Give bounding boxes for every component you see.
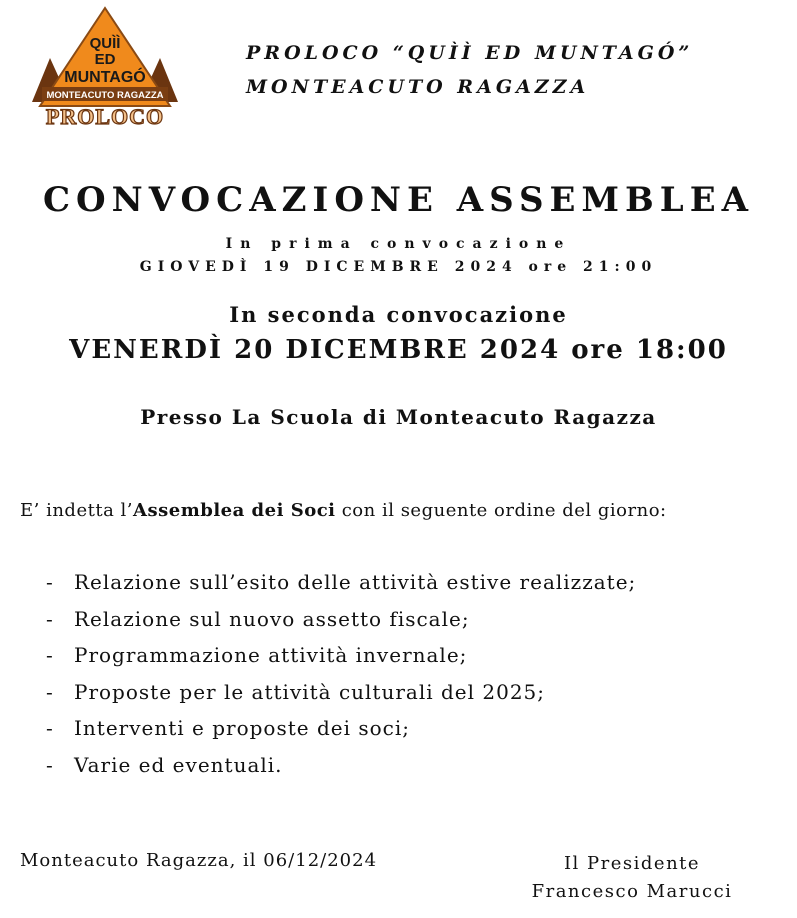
agenda-bullet: - xyxy=(46,570,54,594)
signature-role: Il Presidente xyxy=(563,853,701,874)
agenda-bullet: - xyxy=(46,679,54,704)
agenda-item-text: Relazione sull’esito delle attività estive realizzate; xyxy=(74,570,637,594)
logo-bottom: PROLOCO xyxy=(45,104,165,129)
header-line1: PROLOCO “QUÌÌ ED MUNTAGÓ” xyxy=(246,42,694,64)
intro-text xyxy=(20,500,667,521)
agenda-bullet: - xyxy=(46,752,54,777)
intro-before: E’ indetta l’ xyxy=(20,500,134,521)
proloco-logo xyxy=(30,6,180,130)
agenda-item xyxy=(46,564,636,601)
first-call-date: GIOVEDÌ 19 DICEMBRE 2024 ore 21:00 xyxy=(139,259,658,275)
agenda-list xyxy=(46,564,636,783)
intro-after: con il seguente ordine del giorno: xyxy=(335,500,667,521)
agenda-item-text: Proposte per le attività culturali del 2025; xyxy=(74,679,546,704)
document-title: CONVOCAZIONE ASSEMBLEA xyxy=(43,180,754,220)
logo-banner: MONTEACUTO RAGAZZA xyxy=(46,90,164,101)
first-call-label: In prima convocazione xyxy=(225,236,572,252)
signature-block xyxy=(512,850,752,906)
agenda-item xyxy=(46,637,636,674)
agenda-bullet: - xyxy=(46,716,54,740)
agenda-item-text: Varie ed eventuali. xyxy=(74,752,283,777)
second-call-label: In seconda convocazione xyxy=(229,302,568,327)
agenda-item xyxy=(46,710,636,747)
agenda-bullet: - xyxy=(46,643,54,667)
signature-name: Francesco Marucci xyxy=(531,881,733,902)
header-line2: MONTEACUTO RAGAZZA xyxy=(246,76,590,98)
agenda-item-text: Programmazione attività invernale; xyxy=(74,643,468,667)
venue: Presso La Scuola di Monteacuto Ragazza xyxy=(140,405,657,429)
agenda-item xyxy=(46,747,636,784)
agenda-item-text: Relazione sul nuovo assetto fiscale; xyxy=(74,606,470,631)
agenda-item-text: Interventi e proposte dei soci; xyxy=(74,716,410,740)
intro-bold: Assemblea dei Soci xyxy=(133,500,336,521)
agenda-item xyxy=(46,601,636,638)
second-call-date: VENERDÌ 20 DICEMBRE 2024 ore 18:00 xyxy=(69,335,728,365)
place-date: Monteacuto Ragazza, il 06/12/2024 xyxy=(20,850,378,871)
logo-line2: ED xyxy=(94,51,116,68)
logo-line3: MUNTAGÓ xyxy=(64,69,146,86)
agenda-bullet: - xyxy=(46,606,54,631)
logo-line1: QUÌÌ xyxy=(89,35,121,52)
agenda-item xyxy=(46,674,636,711)
header xyxy=(246,36,693,104)
